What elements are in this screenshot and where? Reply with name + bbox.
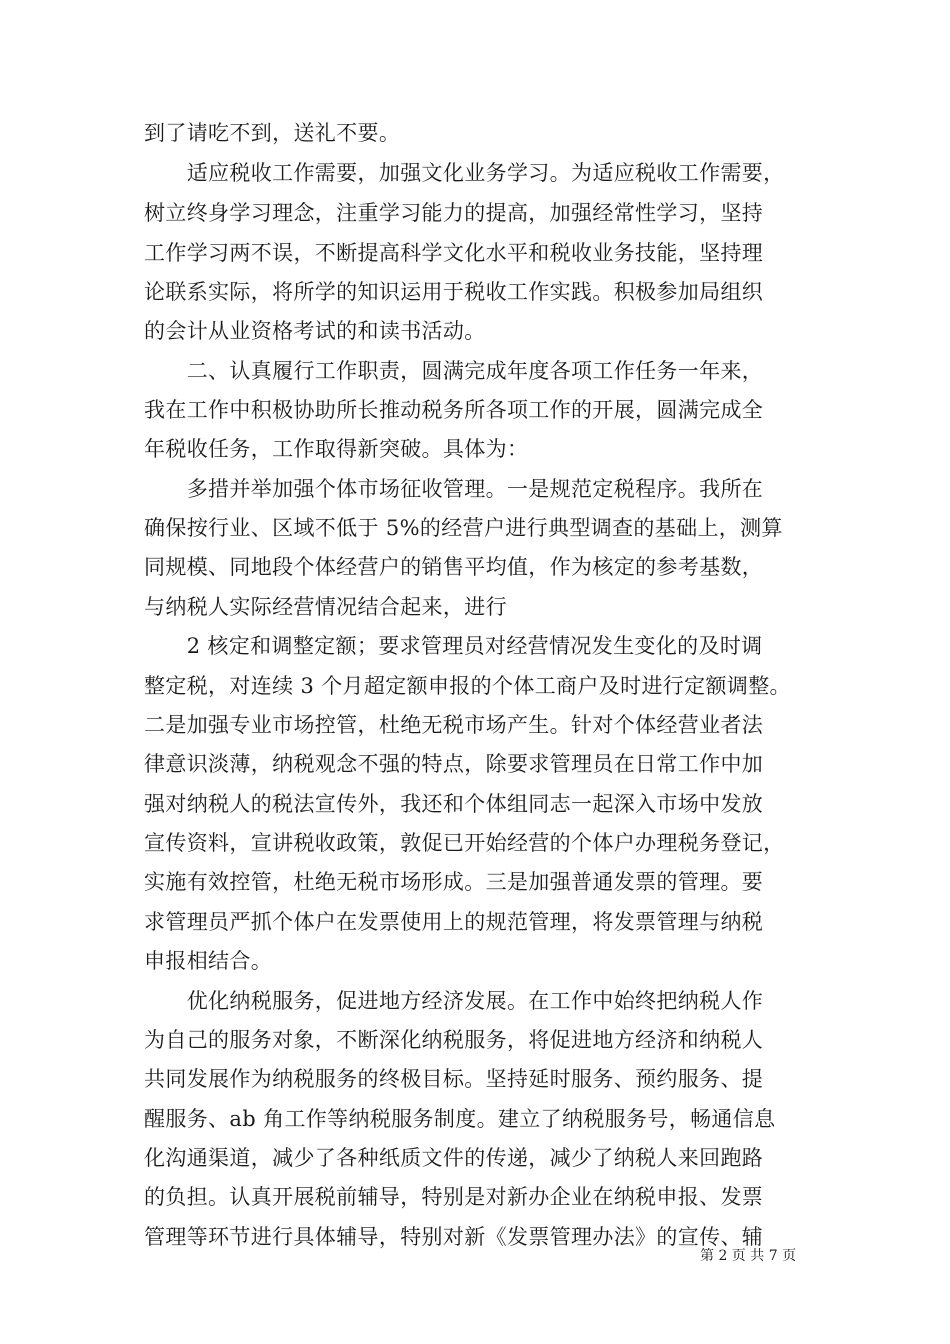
- text-line-25: 共同发展作为纳税服务的终极目标。坚持延时服务、预约服务、提: [144, 1067, 764, 1091]
- page-number: 第 2 页 共 7 页: [700, 1248, 797, 1264]
- text-line-17: 律意识淡薄，纳税观念不强的特点，除要求管理员在日常工作中加: [144, 752, 764, 776]
- text-line-29: 管理等环节进行具体辅导，特别对新《发票管理办法》的宣传、辅: [144, 1225, 764, 1249]
- text-line-22: 申报相结合。: [144, 949, 273, 973]
- text-line-21: 求管理员严抓个体户在发票使用上的规范管理，将发票管理与纳税: [144, 910, 764, 934]
- text-line-11: 确保按行业、区域不低于 5%的经营户进行典型调查的基础上，测算: [144, 516, 783, 540]
- text-line-1: 到了请吃不到，送礼不要。: [144, 121, 401, 145]
- text-line-23: 优化纳税服务，促进地方经济发展。在工作中始终把纳税人作: [144, 989, 764, 1013]
- text-line-14: 2 核定和调整定额；要求管理员对经营情况发生变化的及时调: [144, 634, 763, 658]
- text-line-6: 的会计从业资格考试的和读书活动。: [144, 319, 486, 343]
- text-line-12: 同规模、同地段个体经营户的销售平均值，作为核定的参考基数，: [144, 555, 764, 579]
- text-line-9: 年税收任务，工作取得新突破。具体为：: [144, 437, 529, 461]
- text-line-26: 醒服务、ab 角工作等纳税服务制度。建立了纳税服务号，畅通信息: [144, 1107, 776, 1131]
- text-line-19: 宣传资料，宣讲税收政策，敦促已开始经营的个体户办理税务登记，: [144, 831, 785, 855]
- text-line-10: 多措并举加强个体市场征收管理。一是规范定税程序。我所在: [144, 477, 764, 501]
- text-line-24: 为自己的服务对象，不断深化纳税服务，将促进地方经济和纳税人: [144, 1028, 764, 1052]
- text-line-27: 化沟通渠道，减少了各种纸质文件的传递，减少了纳税人来回跑路: [144, 1146, 764, 1170]
- text-line-3: 树立终身学习理念，注重学习能力的提高，加强经常性学习，坚持: [144, 201, 764, 225]
- text-line-20: 实施有效控管，杜绝无税市场形成。三是加强普通发票的管理。要: [144, 870, 764, 894]
- text-line-2: 适应税收工作需要，加强文化业务学习。为适应税收工作需要，: [144, 161, 785, 185]
- text-line-4: 工作学习两不误，不断提高科学文化水平和税收业务技能，坚持理: [144, 241, 764, 265]
- text-line-28: 的负担。认真开展税前辅导，特别是对新办企业在纳税申报、发票: [144, 1185, 764, 1209]
- text-line-8: 我在工作中积极协助所长推动税务所各项工作的开展，圆满完成全: [144, 398, 764, 422]
- text-line-18: 强对纳税人的税法宣传外，我还和个体组同志一起深入市场中发放: [144, 792, 764, 816]
- text-line-5: 论联系实际，将所学的知识运用于税收工作实践。积极参加局组织: [144, 280, 764, 304]
- text-line-16: 二是加强专业市场控管，杜绝无税市场产生。针对个体经营业者法: [144, 713, 764, 737]
- text-line-7: 二、认真履行工作职责，圆满完成年度各项工作任务一年来，: [144, 359, 764, 383]
- text-line-13: 与纳税人实际经营情况结合起来，进行: [144, 595, 507, 619]
- text-line-15: 整定税，对连续 3 个月超定额申报的个体工商户及时进行定额调整。: [144, 674, 791, 698]
